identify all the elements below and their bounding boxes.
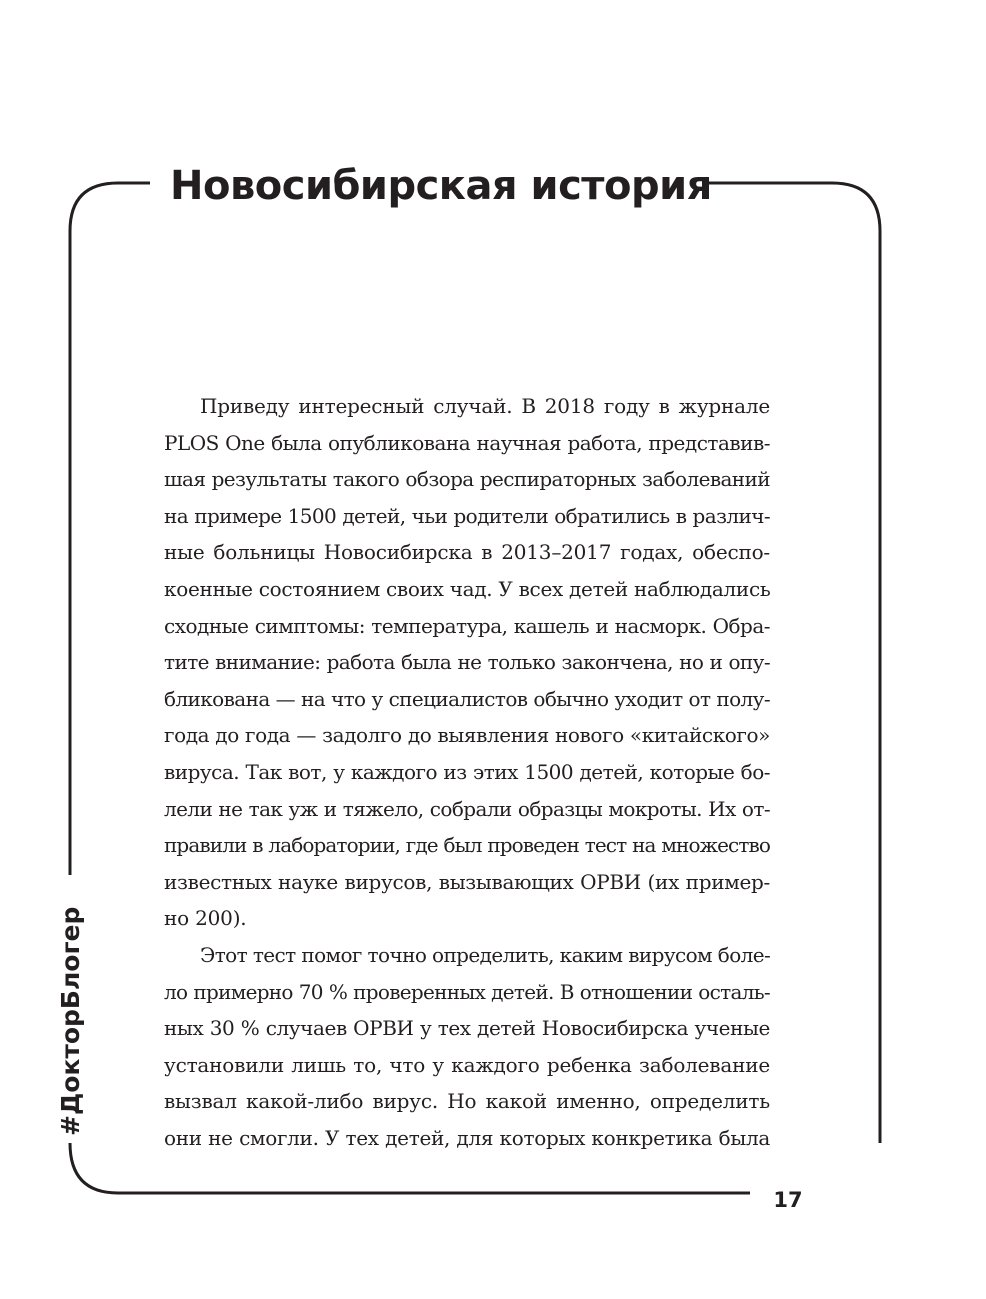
- text-line: ные больницы Новосибирска в 2013–2017 годах, обеспо-: [164, 540, 770, 565]
- text-line: лели не так уж и тяжело, собрали образцы мокроты. Их от-: [164, 796, 770, 821]
- side-hashtag-label: #ДокторБлогер: [56, 906, 85, 1136]
- page-number: 17: [773, 1188, 803, 1212]
- text-line: ло примерно 70 % проверенных детей. В отношении осталь-: [164, 979, 770, 1004]
- text-line: бликована — на что у специалистов обычно уходит от полу-: [164, 686, 770, 711]
- text-line: PLOS One была опубликована научная работа, представив-: [164, 430, 770, 455]
- text-line: они не смогли. У тех детей, для которых конкретика была: [164, 1125, 770, 1150]
- body-text: [164, 388, 770, 1156]
- text-line: Приведу интересный случай. В 2018 году в журнале: [200, 394, 770, 418]
- frame-top-left-rule: [70, 183, 150, 875]
- text-line: коенные состоянием своих чад. У всех детей наблюдались: [164, 576, 771, 601]
- text-line: на примере 1500 детей, чьи родители обратились в различ-: [164, 503, 770, 528]
- text-line: вызвал какой-либо вирус. Но какой именно, определить: [164, 1089, 770, 1114]
- text-line: шая результаты такого обзора респираторных заболеваний: [164, 467, 770, 492]
- text-line: но 200).: [164, 906, 247, 931]
- text-line: вируса. Так вот, у каждого из этих 1500 детей, которые бо-: [164, 759, 770, 784]
- text-line: установили лишь то, что у каждого ребенка заболевание: [164, 1052, 770, 1077]
- text-line: известных науке вирусов, вызывающих ОРВИ (их пример-: [164, 869, 770, 894]
- text-line: правили в лаборатории, где был проведен тест на множество: [164, 833, 770, 858]
- text-line: ных 30 % случаев ОРВИ у тех детей Новосибирска ученые: [164, 1016, 770, 1041]
- text-line: сходные симптомы: температура, кашель и насморк. Обра-: [164, 613, 770, 638]
- section-title: Новосибирская история: [170, 163, 712, 209]
- text-line: тите внимание: работа была не только закончена, но и опу-: [164, 650, 770, 675]
- text-line: Этот тест помог точно определить, каким вирусом боле-: [200, 942, 771, 967]
- text-line: года до года — задолго до выявления нового «китайского»: [164, 723, 770, 748]
